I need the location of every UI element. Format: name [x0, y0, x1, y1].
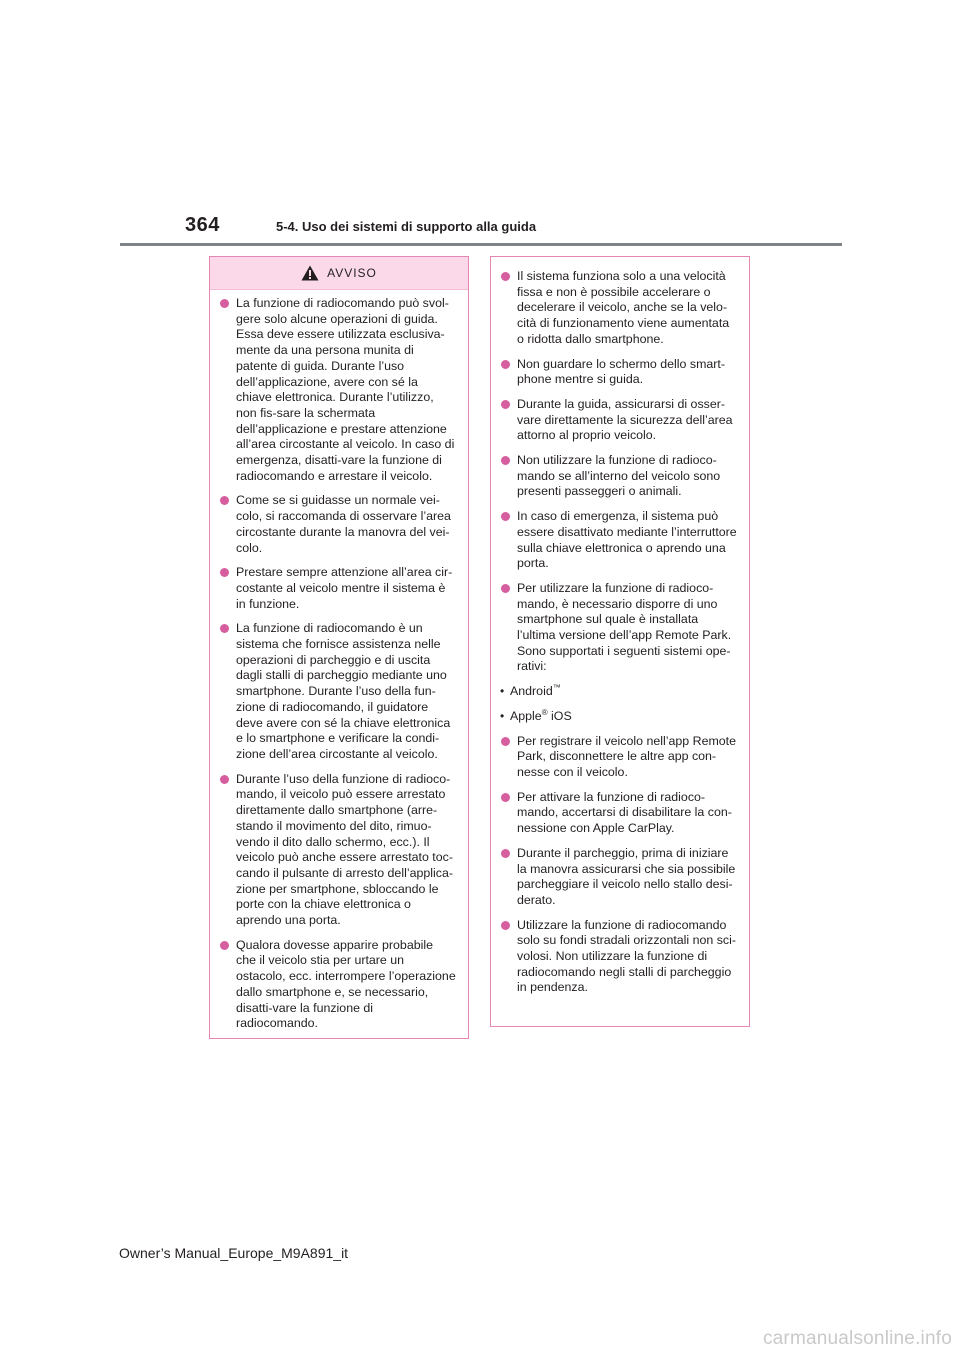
warning-triangle-icon	[301, 265, 319, 281]
list-item: Qualora dovesse apparire probabile che il veicolo stia per urtare un ostacolo, ecc. interrompere l’operazione dallo smartphone e, se necessario, disatti-vare la funzione di radiocomando.	[219, 938, 456, 1032]
warning-list-right	[500, 269, 737, 996]
list-item: In caso di emergenza, il sistema può essere disattivato mediante l’interruttore sulla chiave elettronica o aprendo una porta.	[500, 509, 737, 572]
trademark-mark: ™	[552, 683, 561, 693]
os-apple-label: Apple	[510, 708, 542, 723]
list-item: Non utilizzare la funzione di radioco-mando se all’interno del veicolo sono presenti passeggeri o animali.	[500, 453, 737, 500]
list-item: La funzione di radiocomando può svol-gere solo alcune operazioni di guida. Essa deve essere utilizzata esclusiva-mente da una persona munita di patente di guida. Durante l’uso dell’applicazione, avere con sé la chiave elettronica. Durante l’utilizzo, non fis-sare la schermata dell’applicazione e prestare attenzione all’area circostante al veicolo. In caso di emergenza, disatti-vare la funzione di radiocomando e arrestare il veicolo.	[219, 296, 456, 484]
list-item: Non guardare lo schermo dello smart-phone mentre si guida.	[500, 357, 737, 388]
list-item: Per registrare il veicolo nell’app Remote Park, disconnettere le altre app con-nesse con il veicolo.	[500, 734, 737, 781]
warning-box-left	[209, 256, 469, 1039]
os-android-label: Android	[510, 684, 553, 699]
list-item: Utilizzare la funzione di radiocomando solo su fondi stradali orizzontali non sci-volosi. Non utilizzare la funzione di radiocomando negli stalli di parcheggio in pendenza.	[500, 918, 737, 997]
warning-title: AVVISO	[327, 266, 377, 280]
registered-mark: ®	[541, 707, 548, 717]
os-item-apple	[500, 709, 737, 725]
list-item: Il sistema funziona solo a una velocità fissa e non è possibile accelerare o decelerare il veicolo, anche se la velo-cità di funzionamento viene aumentata o ridotta dallo smartphone.	[500, 269, 737, 348]
list-item: Per attivare la funzione di radioco-mando, accertarsi di disabilitare la con-nessione con Apple CarPlay.	[500, 790, 737, 837]
warning-box-right	[490, 256, 750, 1027]
header-divider	[120, 243, 842, 246]
list-item: Durante l’uso della funzione di radioco-mando, il veicolo può essere arrestato direttamente dallo smartphone (arre-stando il movimento del dito, rimuo-vendo il dito dallo schermo, ecc.). Il veicolo può anche essere arrestato toc-cando il pulsante di arresto dell’applica-zione per smartphone, sbloccando le porte con la chiave elettronica o aprendo una porta.	[219, 772, 456, 929]
warning-list-left	[219, 296, 456, 1032]
os-apple-suffix: iOS	[547, 708, 572, 723]
warning-header	[210, 257, 468, 290]
section-title: 5-4. Uso dei sistemi di supporto alla guida	[276, 219, 537, 234]
os-item-android	[500, 684, 737, 700]
list-item: Per utilizzare la funzione di radioco-mando, è necessario disporre di uno smartphone sul quale è installata l’ultima versione dell’app Remote Park. Sono supportati i seguenti sistemi ope-rativi:	[500, 581, 737, 675]
list-item: Prestare sempre attenzione all’area cir-costante al veicolo mentre il sistema è in funzione.	[219, 565, 456, 612]
list-item: Come se si guidasse un normale vei-colo, si raccomanda di osservare l’area circostante durante la manovra del vei-colo.	[219, 493, 456, 556]
list-item: Durante la guida, assicurarsi di osser-vare direttamente la sicurezza dell’area attorno al proprio veicolo.	[500, 397, 737, 444]
watermark: carmanualsonline.info	[762, 1328, 952, 1349]
footer-manual-name: Owner’s Manual_Europe_M9A891_it	[119, 1245, 349, 1261]
page-number: 364	[185, 214, 220, 236]
list-item: La funzione di radiocomando è un sistema che fornisce assistenza nelle operazioni di parcheggio e di uscita dagli stalli di parcheggio mediante uno smartphone. Durante l’uso della fun-zione di radiocomando, il guidatore deve avere con sé la chiave elettronica e lo smartphone e verificare la condi-zione dell’area circostante al veicolo.	[219, 621, 456, 762]
list-item: Durante il parcheggio, prima di iniziare la manovra assicurarsi che sia possibile parcheggiare il veicolo nello stallo desi-derato.	[500, 846, 737, 909]
